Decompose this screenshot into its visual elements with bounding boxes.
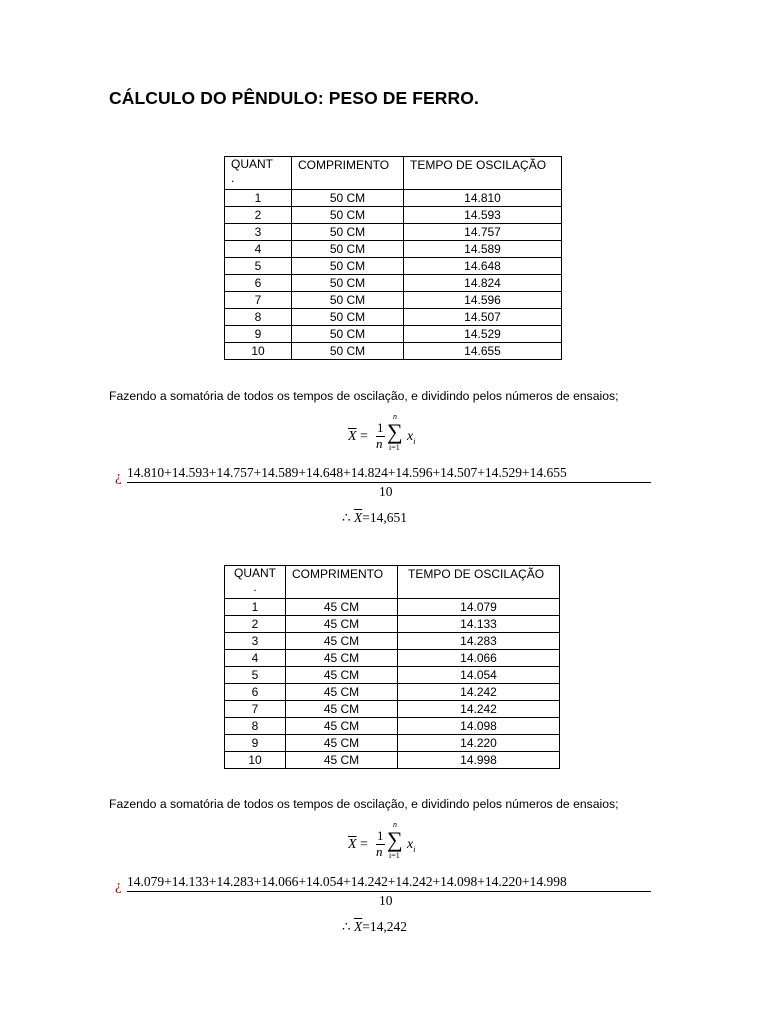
cell-quant: 2: [225, 616, 286, 633]
cell-tempo: 14.242: [398, 684, 560, 701]
table-row: [225, 190, 562, 207]
table-row: [225, 650, 560, 667]
table-row: [225, 309, 562, 326]
explanation-text: Fazendo a somatória de todos os tempos de oscilação, e dividindo pelos números de ensaios;: [109, 797, 619, 811]
cell-comprimento: 50 CM: [292, 190, 404, 207]
table-row: [225, 241, 562, 258]
cell-quant: 10: [225, 343, 292, 360]
cell-quant: 9: [225, 326, 292, 343]
cell-comprimento: 45 CM: [286, 735, 398, 752]
formula-equals: =: [360, 837, 368, 852]
formula-one: 1: [377, 828, 384, 843]
cell-quant: 7: [225, 701, 286, 718]
cell-comprimento: 45 CM: [286, 684, 398, 701]
page-title: CÁLCULO DO PÊNDULO: PESO DE FERRO.: [109, 88, 479, 108]
cell-comprimento: 50 CM: [292, 292, 404, 309]
header-comprimento: COMPRIMENTO: [292, 157, 404, 190]
table-row: [225, 326, 562, 343]
cell-quant: 4: [225, 241, 292, 258]
result-value: =14,242: [362, 919, 407, 934]
sum-numerator: 14.810+14.593+14.757+14.589+14.648+14.824+14.596+14.507+14.529+14.655: [127, 465, 567, 480]
cell-quant: 8: [225, 309, 292, 326]
cell-comprimento: 50 CM: [292, 224, 404, 241]
cell-tempo: 14.810: [404, 190, 562, 207]
result-value: =14,651: [362, 510, 407, 525]
pendulum-table-50cm: [224, 156, 562, 360]
table-row: [225, 616, 560, 633]
cell-tempo: 14.220: [398, 735, 560, 752]
table-row: [225, 667, 560, 684]
cell-comprimento: 50 CM: [292, 326, 404, 343]
formula-xi: $x_i$: [407, 837, 416, 854]
cell-comprimento: 50 CM: [292, 241, 404, 258]
table-header-row: [225, 157, 562, 190]
table-row: [225, 701, 560, 718]
cell-tempo: 14.593: [404, 207, 562, 224]
cell-tempo: 14.242: [398, 701, 560, 718]
header-tempo: TEMPO DE OSCILAÇÃO: [404, 157, 562, 190]
sum-denominator: 10: [379, 484, 393, 499]
mean-result-1: [342, 510, 407, 526]
result-xbar: $\overline{X}$: [353, 510, 363, 525]
result-xbar: $\overline{X}$: [353, 919, 363, 934]
cell-quant: 3: [225, 224, 292, 241]
cell-tempo: 14.596: [404, 292, 562, 309]
cell-comprimento: 45 CM: [286, 701, 398, 718]
formula-xbar: $\overline{X}$: [348, 837, 357, 852]
header-comprimento: COMPRIMENTO: [286, 566, 398, 599]
cell-comprimento: 45 CM: [286, 718, 398, 735]
mean-result-2: [342, 919, 407, 935]
inverted-question-icon: ¿: [115, 469, 122, 485]
cell-tempo: 14.589: [404, 241, 562, 258]
cell-tempo: 14.655: [404, 343, 562, 360]
cell-quant: 1: [225, 599, 286, 616]
cell-tempo: 14.079: [398, 599, 560, 616]
table-row: [225, 343, 562, 360]
fraction-line: [127, 891, 651, 892]
table-row: [225, 718, 560, 735]
table-row: [225, 292, 562, 309]
inverted-question-icon: ¿: [115, 878, 122, 894]
cell-tempo: 14.283: [398, 633, 560, 650]
cell-comprimento: 45 CM: [286, 616, 398, 633]
header-quant: QUANT .: [225, 566, 286, 599]
formula-n: n: [376, 844, 383, 859]
sum-numerator: 14.079+14.133+14.283+14.066+14.054+14.242+14.242+14.098+14.220+14.998: [127, 874, 567, 889]
formula-xbar: $\overline{X}$: [348, 429, 357, 444]
sigma-icon: ∑: [387, 419, 403, 444]
cell-comprimento: 45 CM: [286, 650, 398, 667]
table-row: [225, 752, 560, 769]
cell-comprimento: 45 CM: [286, 752, 398, 769]
formula-sum-lower: i=1: [389, 851, 400, 860]
cell-quant: 3: [225, 633, 286, 650]
table-row: [225, 224, 562, 241]
explanation-text: Fazendo a somatória de todos os tempos de oscilação, e dividindo pelos números de ensaios;: [109, 389, 619, 403]
cell-quant: 5: [225, 667, 286, 684]
cell-quant: 8: [225, 718, 286, 735]
header-quant: QUANT .: [225, 157, 292, 190]
cell-tempo: 14.133: [398, 616, 560, 633]
header-tempo: TEMPO DE OSCILAÇÃO: [398, 566, 560, 599]
table-row: [225, 258, 562, 275]
cell-quant: 6: [225, 684, 286, 701]
cell-tempo: 14.824: [404, 275, 562, 292]
table-row: [225, 207, 562, 224]
cell-quant: 5: [225, 258, 292, 275]
cell-quant: 1: [225, 190, 292, 207]
cell-comprimento: 50 CM: [292, 309, 404, 326]
table-header-row: [225, 566, 560, 599]
cell-quant: 7: [225, 292, 292, 309]
cell-tempo: 14.998: [398, 752, 560, 769]
cell-quant: 6: [225, 275, 292, 292]
formula-n: n: [376, 436, 383, 451]
cell-quant: 9: [225, 735, 286, 752]
formula-sum-upper: n: [393, 412, 397, 421]
cell-tempo: 14.648: [404, 258, 562, 275]
therefore-icon: ∴: [342, 919, 351, 934]
table-row: [225, 633, 560, 650]
cell-comprimento: 50 CM: [292, 275, 404, 292]
cell-quant: 4: [225, 650, 286, 667]
cell-tempo: 14.507: [404, 309, 562, 326]
formula-sum-upper: n: [393, 820, 397, 829]
cell-tempo: 14.757: [404, 224, 562, 241]
cell-comprimento: 45 CM: [286, 667, 398, 684]
table-row: [225, 275, 562, 292]
cell-comprimento: 50 CM: [292, 343, 404, 360]
cell-tempo: 14.098: [398, 718, 560, 735]
formula-xi: $x_i$: [407, 429, 416, 446]
cell-comprimento: 45 CM: [286, 633, 398, 650]
formula-sum-lower: i=1: [389, 443, 400, 452]
therefore-icon: ∴: [342, 510, 351, 525]
mean-formula: [345, 820, 465, 866]
cell-tempo: 14.066: [398, 650, 560, 667]
cell-quant: 10: [225, 752, 286, 769]
cell-comprimento: 45 CM: [286, 599, 398, 616]
cell-quant: 2: [225, 207, 292, 224]
table-row: [225, 684, 560, 701]
formula-equals: =: [360, 429, 368, 444]
cell-tempo: 14.054: [398, 667, 560, 684]
cell-tempo: 14.529: [404, 326, 562, 343]
cell-comprimento: 50 CM: [292, 207, 404, 224]
mean-formula: [345, 412, 465, 458]
cell-comprimento: 50 CM: [292, 258, 404, 275]
table-row: [225, 735, 560, 752]
fraction-line: [127, 482, 651, 483]
sum-denominator: 10: [379, 893, 393, 908]
formula-one: 1: [377, 420, 384, 435]
table-row: [225, 599, 560, 616]
sigma-icon: ∑: [387, 827, 403, 852]
pendulum-table-45cm: [224, 565, 560, 769]
